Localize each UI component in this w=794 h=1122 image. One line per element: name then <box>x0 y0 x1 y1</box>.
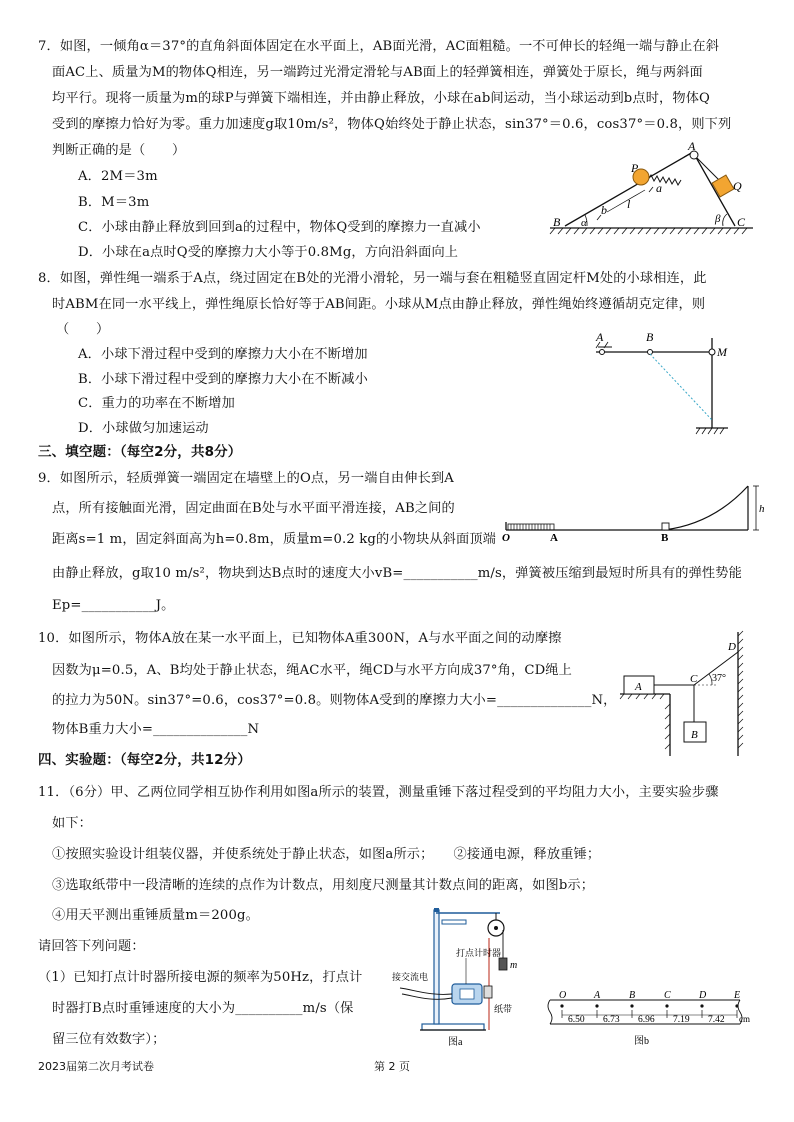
q9-line-4: 由静止释放，g取10 m/s²，物块到达B点时的速度大小vB=___________m/s，弹簧被压缩到最短时所具有的弹性势能 <box>52 566 742 581</box>
q8-option-d: D．小球做匀加速运动 <box>78 421 209 436</box>
q8-line-3: （ ） <box>56 322 110 337</box>
tape-distance-label: 6.73 <box>603 1015 620 1025</box>
tape-distance-label: 7.42 <box>708 1015 725 1025</box>
tape-unit-label: cm <box>739 1014 750 1024</box>
tape-point-dot <box>560 1004 563 1007</box>
q11-fig-a-tape-label: 纸带 <box>494 1004 513 1014</box>
q7-fig-label-l: l <box>627 197 631 211</box>
footer-exam-title: 2023届第二次月考试卷 <box>38 1060 154 1073</box>
q10-line-4: 物体B重力大小=______________N <box>52 722 260 737</box>
q8-elastic-rope-figure <box>588 328 753 440</box>
tape-dimensions <box>562 1010 750 1025</box>
q10-fig-label-b: B <box>691 729 698 741</box>
tape-point-label-O: O <box>559 990 567 1001</box>
q9-fig-label-h: h <box>759 503 765 515</box>
tape-point-label-D: D <box>699 990 707 1001</box>
q8-option-c: C．重力的功率在不断增加 <box>78 396 235 411</box>
q10-rope-blocks-figure <box>608 628 756 760</box>
q7-line-3: 均平行。现将一质量为m的球P与弹簧下端相连，并由静止释放，小球在ab间运动，当小球运动到b点时，物体Q <box>52 91 711 106</box>
tape-point-dot <box>665 1004 668 1007</box>
q8-fig-label-a: A <box>596 330 604 344</box>
q7-fig-label-a-point: a <box>656 181 662 195</box>
q9-fig-label-o: O <box>502 532 510 542</box>
q11-fig-a-caption: 图a <box>448 1037 463 1048</box>
q9-fig-label-a: A <box>550 532 558 542</box>
tape-point-dot <box>630 1004 633 1007</box>
q7-fig-label-c: C <box>737 215 746 229</box>
q10-line-1: 10．如图所示，物体A放在某一水平面上，已知物体A重300N，A与水平面之间的动摩擦 <box>38 631 562 646</box>
q10-line-2: 因数为μ=0.5，A、B均处于静止状态，绳AC水平，绳CD与水平方向成37°角，CD绳上 <box>52 663 572 678</box>
q10-fig-label-d: D <box>728 641 736 653</box>
q8-line-2: 时ABM在同一水平线上，弹性绳原长恰好等于AB间距。小球从M点由静止释放，弹性绳始终遵循胡克定律，则 <box>52 297 706 312</box>
q11-line-8: 时器打B点时重锤速度的大小为__________m/s（保 <box>52 1001 354 1016</box>
q8-fig-label-m: M <box>717 345 727 359</box>
q9-line-3: 距离s=1 m，固定斜面高为h=0.8m，质量m=0.2 kg的小物块从斜面顶端 <box>52 532 497 547</box>
tape-point-dot <box>735 1004 738 1007</box>
footer-page-number: 第 2 页 <box>374 1060 410 1073</box>
q11-line-7: （1）已知打点计时器所接电源的频率为50Hz，打点计 <box>38 970 363 985</box>
tape-distance-label: 6.50 <box>568 1015 585 1025</box>
q8-line-1: 8．如图，弹性绳一端系于A点，绕过固定在B处的光滑小滑轮，另一端与套在粗糙竖直固定杆M处的小球相连，此 <box>38 271 707 286</box>
q7-fig-label-b: B <box>553 215 561 229</box>
q8-fig-label-b: B <box>646 330 654 344</box>
q11-fig-b-caption: 图b <box>634 1036 649 1047</box>
q7-fig-label-b-point: b <box>601 203 607 217</box>
q10-fig-label-c: C <box>690 673 698 685</box>
q9-fig-label-b: B <box>661 532 669 542</box>
q11-line-2: 如下： <box>52 816 93 831</box>
q11-fig-a-power-label: 接交流电 <box>392 972 429 982</box>
tape-point-label-E: E <box>734 990 741 1001</box>
tape-point-label-B: B <box>629 990 636 1001</box>
tape-point-dot <box>700 1004 703 1007</box>
q10-fig-label-angle: 37° <box>712 673 726 684</box>
q7-option-b: B．M＝3m <box>78 195 150 210</box>
q7-incline-figure <box>545 140 760 240</box>
q11-line-6: 请回答下列问题： <box>38 939 145 954</box>
q10-line-3: 的拉力为50N。sin37°=0.6，cos37°=0.8。则物体A受到的摩擦力大小=______________N， <box>52 693 617 708</box>
tape-point-label-A: A <box>594 990 601 1001</box>
q11-fig-a-mass-label: m <box>510 960 518 971</box>
q11-line-3: ①按照实验设计组装仪器，并使系统处于静止状态，如图a所示； ②接通电源，释放重锤； <box>52 847 601 862</box>
section-3-heading: 三、填空题：（每空2分，共8分） <box>38 444 242 460</box>
q7-fig-label-beta: β <box>715 213 721 225</box>
q7-line-5: 判断正确的是（ ） <box>52 143 186 158</box>
tape-distance-label: 7.19 <box>673 1015 690 1025</box>
q7-fig-label-a-top: A <box>688 140 696 153</box>
q7-option-c: C．小球由静止释放到回到a的过程中，物体Q受到的摩擦力一直减小 <box>78 220 481 235</box>
q11-apparatus-figure <box>390 900 530 1050</box>
q8-option-b: B．小球下滑过程中受到的摩擦力大小在不断减小 <box>78 372 368 387</box>
section-4-heading: 四、实验题：（每空2分，共12分） <box>38 752 251 768</box>
q7-option-a: A．2M＝3m <box>78 169 158 184</box>
q7-line-1: 7．如图，一倾角α＝37°的直角斜面体固定在水平面上，AB面光滑，AC面粗糙。一不可伸长的轻绳一端与静止在斜 <box>38 39 720 54</box>
q11-line-4: ③选取纸带中一段清晰的连续的点作为计数点，用刻度尺测量其计数点间的距离，如图b示； <box>52 878 595 893</box>
q7-fig-label-p: P <box>631 161 639 175</box>
q7-option-d: D．小球在a点时Q受的摩擦力大小等于0.8Mg，方向沿斜面向上 <box>78 245 459 260</box>
q11-line-5: ④用天平测出重锤质量m＝200g。 <box>52 908 259 923</box>
q11-paper-tape-figure <box>542 986 752 1050</box>
q10-fig-label-a: A <box>635 681 642 693</box>
tape-point-label-C: C <box>664 990 671 1001</box>
q9-line-5: Ep=___________J。 <box>52 598 175 613</box>
q7-line-4: 受到的摩擦力恰好为零。重力加速度g取10m/s²，物体Q始终处于静止状态，sin37°＝0.6，cos37°＝0.8，则下列 <box>52 117 732 132</box>
q11-fig-a-timer-label: 打点计时器 <box>456 948 502 958</box>
q7-fig-label-q: Q <box>733 179 742 193</box>
tape-distance-label: 6.96 <box>638 1015 655 1025</box>
tape-point-dot <box>595 1004 598 1007</box>
q9-line-2: 点，所有接触面光滑，固定曲面在B处与水平面平滑连接，AB之间的 <box>52 501 455 516</box>
q9-line-1: 9．如图所示，轻质弹簧一端固定在墙壁上的O点，另一端自由伸长到A <box>38 471 454 486</box>
q7-line-2: 面AC上、质量为M的物体Q相连，另一端跨过光滑定滑轮与AB面上的轻弹簧相连，弹簧处于原长，绳与两斜面 <box>52 65 703 80</box>
q9-spring-curve-figure <box>498 478 770 542</box>
tape-points <box>559 990 740 1008</box>
q7-fig-label-alpha: α <box>581 217 587 229</box>
q11-line-9: 留三位有效数字）； <box>52 1032 166 1047</box>
q8-option-a: A．小球下滑过程中受到的摩擦力大小在不断增加 <box>78 347 368 362</box>
q11-line-1: 11．（6分）甲、乙两位同学相互协作利用如图a所示的装置，测量重锤下落过程受到的平均阻力大小，主要实验步骤 <box>38 785 719 800</box>
